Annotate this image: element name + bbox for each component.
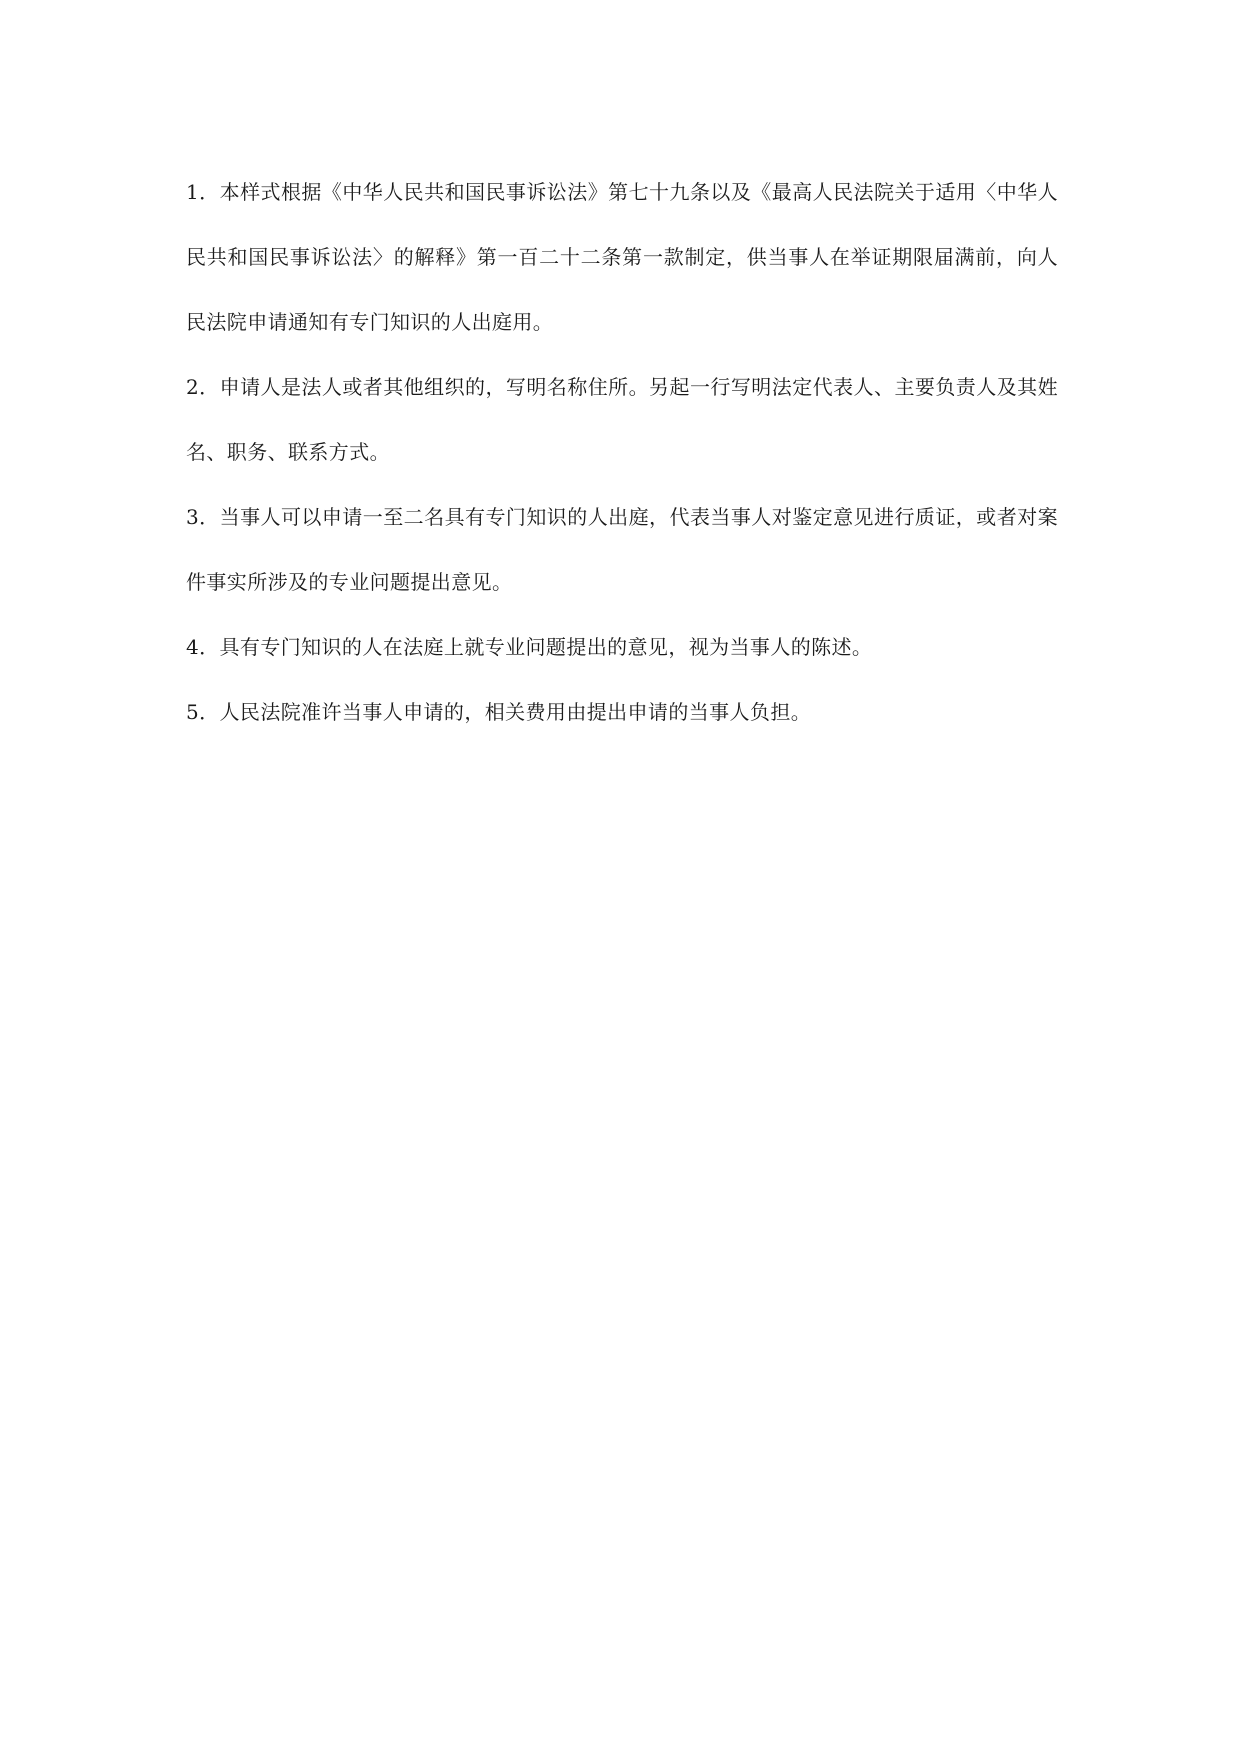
note-item-3 bbox=[186, 485, 1058, 615]
note-number: 3． bbox=[186, 505, 220, 529]
note-number: 1． bbox=[186, 180, 220, 204]
note-text: 当事人可以申请一至二名具有专门知识的人出庭，代表当事人对鉴定意见进行质证，或者对案件事实所涉及的专业问题提出意见。 bbox=[186, 505, 1058, 594]
notes-list bbox=[186, 160, 1058, 745]
note-item-4 bbox=[186, 615, 1058, 680]
note-number: 4． bbox=[186, 635, 220, 659]
note-number: 5． bbox=[186, 700, 220, 724]
note-text: 具有专门知识的人在法庭上就专业问题提出的意见，视为当事人的陈述。 bbox=[219, 635, 873, 659]
note-item-2 bbox=[186, 355, 1058, 485]
note-item-5 bbox=[186, 680, 1058, 745]
note-text: 申请人是法人或者其他组织的，写明名称住所。另起一行写明法定代表人、主要负责人及其姓名、职务、联系方式。 bbox=[186, 375, 1058, 464]
note-text: 本样式根据《中华人民共和国民事诉讼法》第七十九条以及《最高人民法院关于适用〈中华人民共和国民事诉讼法〉的解释》第一百二十二条第一款制定，供当事人在举证期限届满前，向人民法院申请通知有专门知识的人出庭用。 bbox=[186, 180, 1058, 334]
note-item-1 bbox=[186, 160, 1058, 355]
note-number: 2． bbox=[186, 375, 220, 399]
note-text: 人民法院准许当事人申请的，相关费用由提出申请的当事人负担。 bbox=[219, 700, 812, 724]
